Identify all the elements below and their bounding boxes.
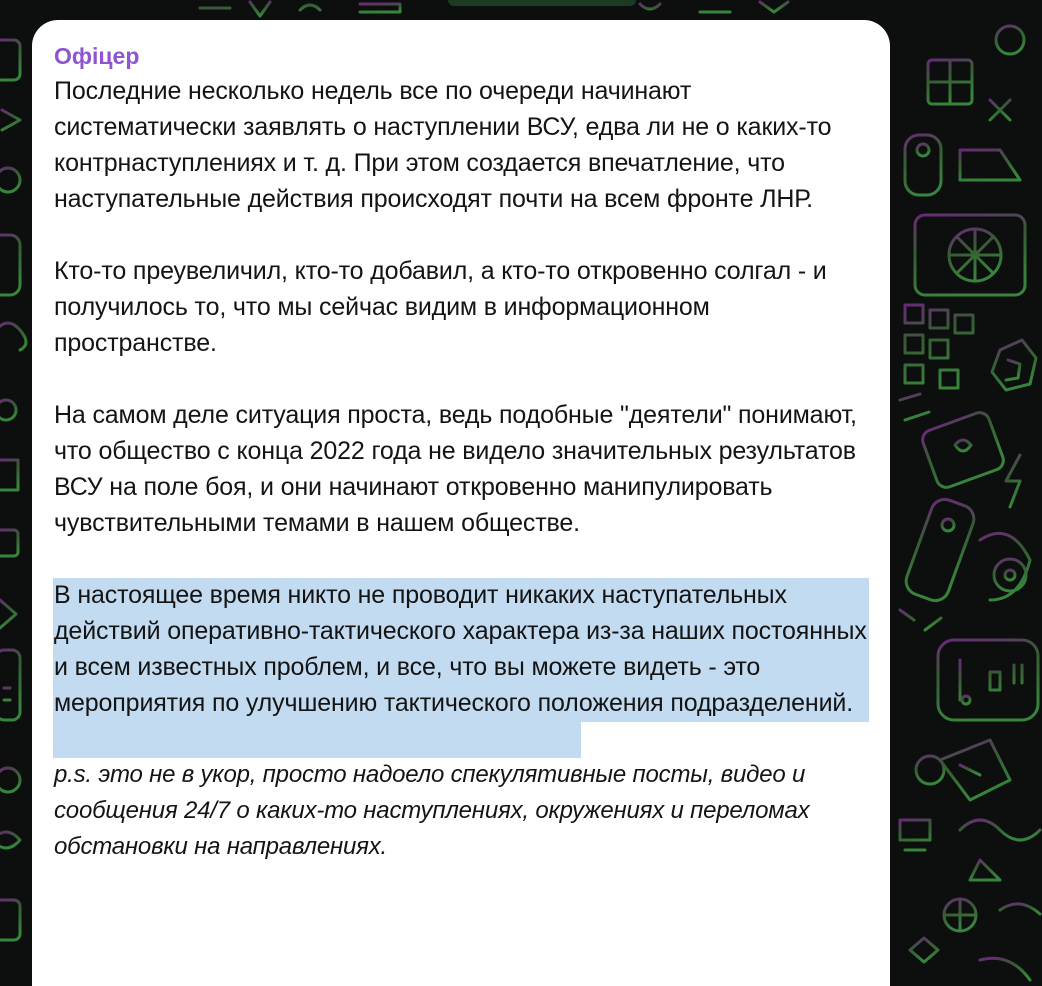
message-ps: p.s. это не в укор, просто надоело спекулятивные посты, видео и сообщения 24/7 о каких-то наступлениях, окружениях и переломах обстановки на направлениях. — [54, 761, 810, 860]
top-pinned-bar — [448, 0, 636, 6]
message-paragraph-1: Последние несколько недель все по очереди начинают систематически заявлять о наступлении ВСУ, едва ли не о каких-то контрнаступлениях и т. д. При этом создается впечатление, что наступательные действия происходят почти на всем фронте ЛНР. — [54, 77, 832, 213]
message-bubble[interactable] — [32, 20, 890, 986]
message-paragraph-highlighted: В настоящее время никто не проводит никаких наступательных действий оперативно-тактического характера из-за наших постоянных и всем известных проблем, и все, что вы можете видеть - это мероприятия по улучшению тактического положения подразделений. — [54, 581, 867, 717]
message-paragraph-3: На самом деле ситуация проста, ведь подобные "деятели" понимают, что общество с конца 2022 года не видело значительных результатов ВСУ на поле боя, и они начинают откровенно манипулировать чувствительными темами в нашем обществе. — [54, 401, 857, 537]
text-selection-highlight-tail — [53, 722, 581, 758]
message-paragraph-2: Кто-то преувеличил, кто-то добавил, а кто-то откровенно солгал - и получилось то, что мы сейчас видим в информационном пространстве. — [54, 257, 827, 357]
sender-name[interactable]: Офіцер — [54, 43, 140, 69]
highlighted-block — [54, 577, 870, 721]
